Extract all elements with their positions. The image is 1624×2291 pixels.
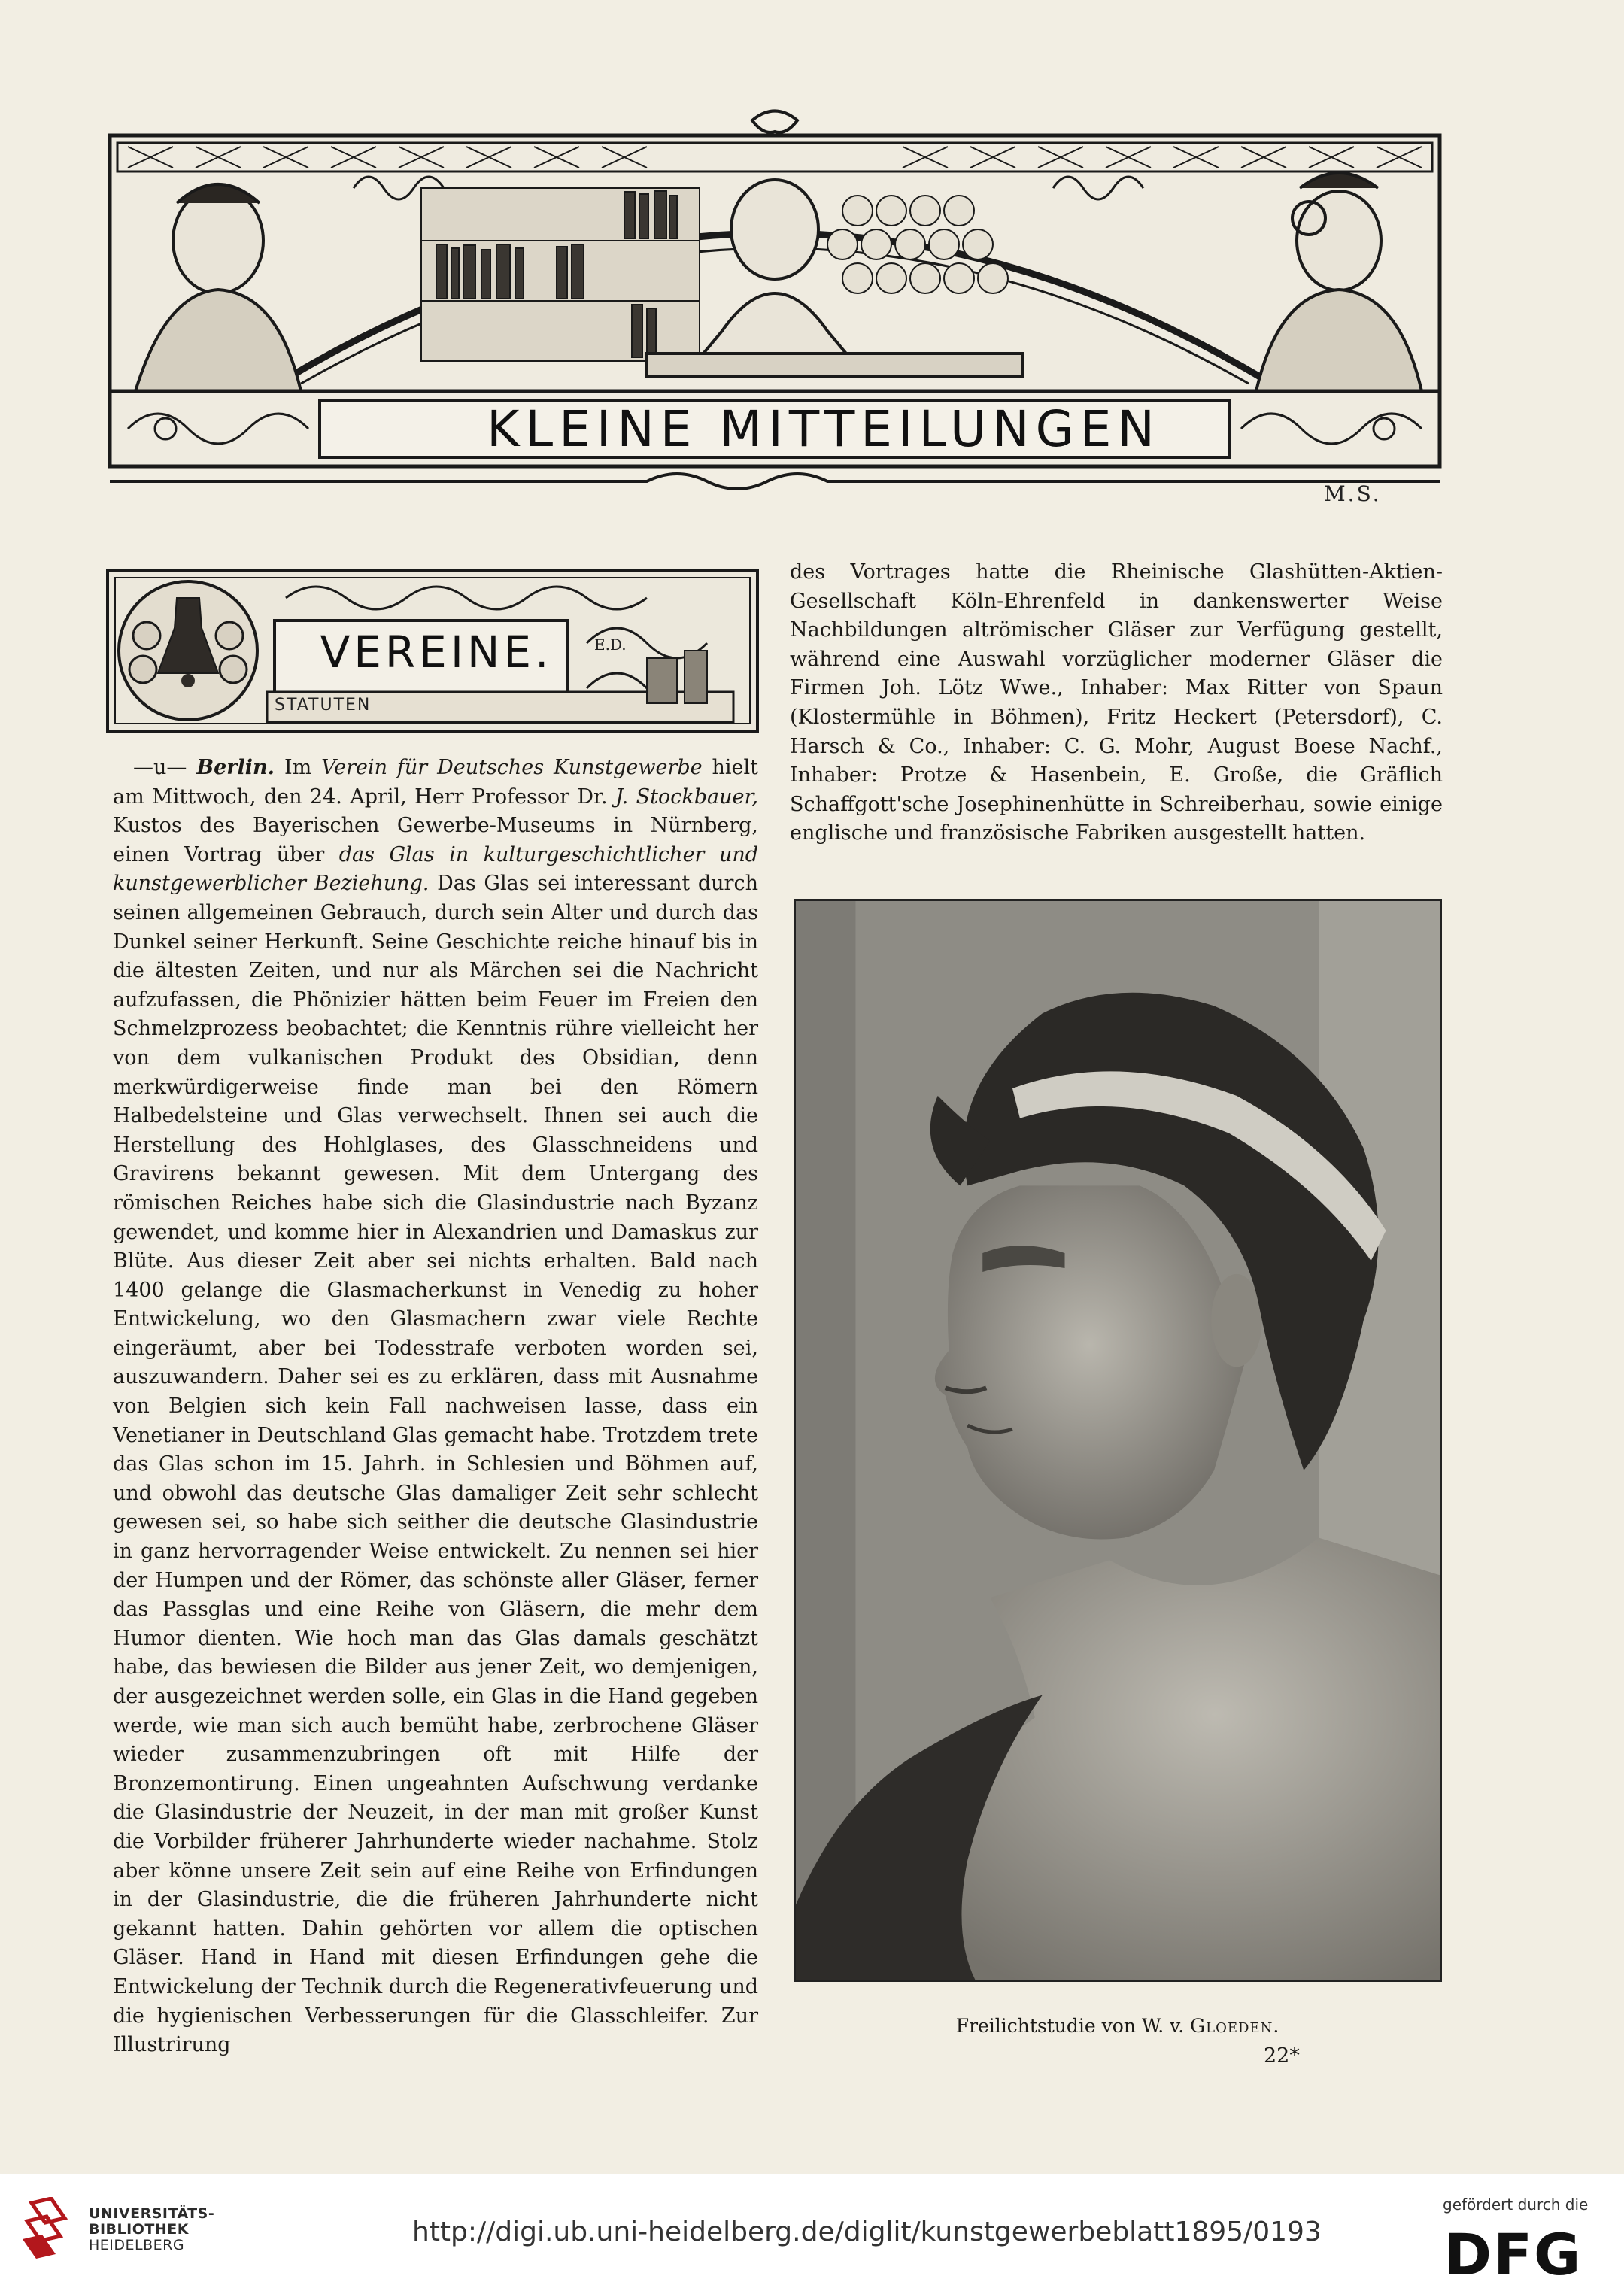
speaker-name: J. Stockbauer,	[615, 784, 758, 809]
library-name-line: HEIDELBERG	[89, 2237, 185, 2253]
photo-caption	[794, 2015, 1442, 2037]
right-column	[790, 558, 1443, 848]
library-name-line: BIBLIOTHEK	[89, 2221, 189, 2238]
portrait-photograph	[794, 899, 1442, 1982]
vignette-initials: E.D.	[594, 636, 627, 654]
page-number: 22*	[1264, 2044, 1300, 2068]
section-subtitle: STATUTEN	[275, 696, 372, 715]
digital-library-footer	[0, 2174, 1624, 2291]
article-paragraph	[113, 754, 758, 2060]
text-run: Das Glas sei interessant durch seinen allgemeinen Gebrauch, durch sein Alter und durch das Dunkel seiner Herkunft. Seine Geschichte reiche hinauf bis in die ältesten Zeiten, und nur als Märchen sei die Nachricht aufzufassen, die Phönizier hätten beim Feuer im Freien den Schmelzprozess beobachtet; die Kenntnis rühre vielleicht her von dem vulkanischen Produkt des Obsidian, denn merkwürdigerweise finde man bei den Römern Halbedelsteine und Glas verwechselt. Ihnen sei auch die Herstellung des Hohlglases, des Glasschneidens und Gravirens bekannt gewesen. Mit dem Untergang des römischen Reiches habe sich die Glasindustrie nach Byzanz gewendet, und komme hier in Alexandrien und Damaskus zur Blüte. Aus dieser Zeit aber sei nichts erhalten. Bald nach 1400 gelange die Glasmacherkunst in Venedig zu hoher Entwickelung, wo den Glasmachern zwar viele Rechte eingeräumt, aber bei Todesstrafe verboten worden sei, auszuwandern. Daher sei es zu erklären, dass mit Ausnahme von Belgien sich kein Fall nachweisen lasse, dass ein Venetianer in Deutschland Glas gemacht habe. Trotzdem trete das Glas schon im 15. Jahrh. in Schlesien und Böhmen auf, und obwohl das deutsche Glas damaliger Zeit sehr schlecht gewesen sei, so habe sich seither die deutsche Glasindustrie in ganz hervorragender Weise entwickelt. Zu nennen sei hier der Humpen und der Römer, das schönste aller Gläser, ferner das Passglas und eine Reihe von Gläsern, die mehr dem Humor dienten. Wie hoch man das Glas damals geschätzt habe, das bewiesen die Bilder aus jener Zeit, wo demjenigen, der ausgezeichnet werden solle, ein Glas in die Hand gegeben werde, wie man sich auch bemüht habe, zerbrochene Gläser wieder zusammenzubringen oft mit Hilfe der Bronzemontirung. Einen ungeahnten Aufschwung verdanke die Glasindustrie der Neuzeit, in der man mit großer Kunst die Vorbilder früherer Jahrhunderte wieder nachahme. Stolz aber könne unsere Zeit sein auf eine Reihe von Erfindungen in der Glasindustrie, die die früheren Jahrhunderte nicht gekannt hatten. Dahin gehörten vor allem die optischen Gläser. Hand in Hand mit diesen Erfindungen gehe die Entwickelung der Technik durch die Regenerativfeuerung und die hygienischen Verbesserungen für die Glasschleifer. Zur Illustrirung	[113, 872, 758, 2057]
library-name-line: UNIVERSITÄTS-	[89, 2205, 215, 2222]
permalink-url[interactable]: http://digi.ub.uni-heidelberg.de/diglit/kunstgewerbeblatt1895/0193	[412, 2217, 1322, 2247]
photo-drawing	[796, 901, 1440, 1980]
ub-heidelberg-logo-icon	[21, 2197, 74, 2265]
funding-label: gefördert durch die	[1443, 2195, 1589, 2214]
caption-text: Freilichtstudie von W. v.	[955, 2015, 1191, 2037]
banner-title: KLEINE MITTEILUNGEN	[487, 399, 1161, 458]
article-continuation: des Vortrages hatte die Rheinische Glashütten-Aktien-Gesellschaft Köln-Ehrenfeld in dankenswerter Weise Nachbildungen altrömischer Gläser zur Verfügung gestellt, während eine Auswahl vorzüglicher moderner Gläser die Firmen Joh. Lötz Wwe., Inhaber: Max Ritter von Spaun (Klostermühle in Böhmen), Fritz Heckert (Petersdorf), C. Harsch & Co., Inhaber: C. G. Mohr, August Boese Nachf., Inhaber: Protze & Hasenbein, E. Große, die Gräflich Schaffgott'sche Josephinenhütte in Schreiberhau, sowie einige englische und französische Fabriken ausgestellt hatten.	[790, 560, 1443, 845]
section-title: VEREINE.	[320, 627, 553, 678]
library-name	[89, 2206, 214, 2253]
section-vignette	[105, 568, 760, 733]
photographer-name: Gloeden.	[1190, 2015, 1280, 2037]
author-mark: —u—	[133, 756, 197, 779]
text-run: Kustos des Bayerischen Gewerbe-Museums in Nürnberg, einen Vortrag über	[113, 814, 758, 866]
text-run: hielt am Mittwoch, den 24. April, Herr Professor Dr.	[113, 756, 758, 809]
dfg-logo: DFG	[1444, 2221, 1583, 2288]
header-banner	[105, 105, 1444, 496]
place-heading: Berlin.	[196, 756, 275, 779]
society-name: Verein für Deutsches Kunstgewerbe	[321, 756, 703, 779]
lecture-topic: das Glas in kulturgeschichtlicher und kunstgewerblicher Beziehung.	[113, 842, 759, 896]
text-run: Im	[275, 756, 322, 779]
left-column	[113, 754, 758, 2060]
illustrator-monogram: M.S.	[1324, 481, 1382, 506]
